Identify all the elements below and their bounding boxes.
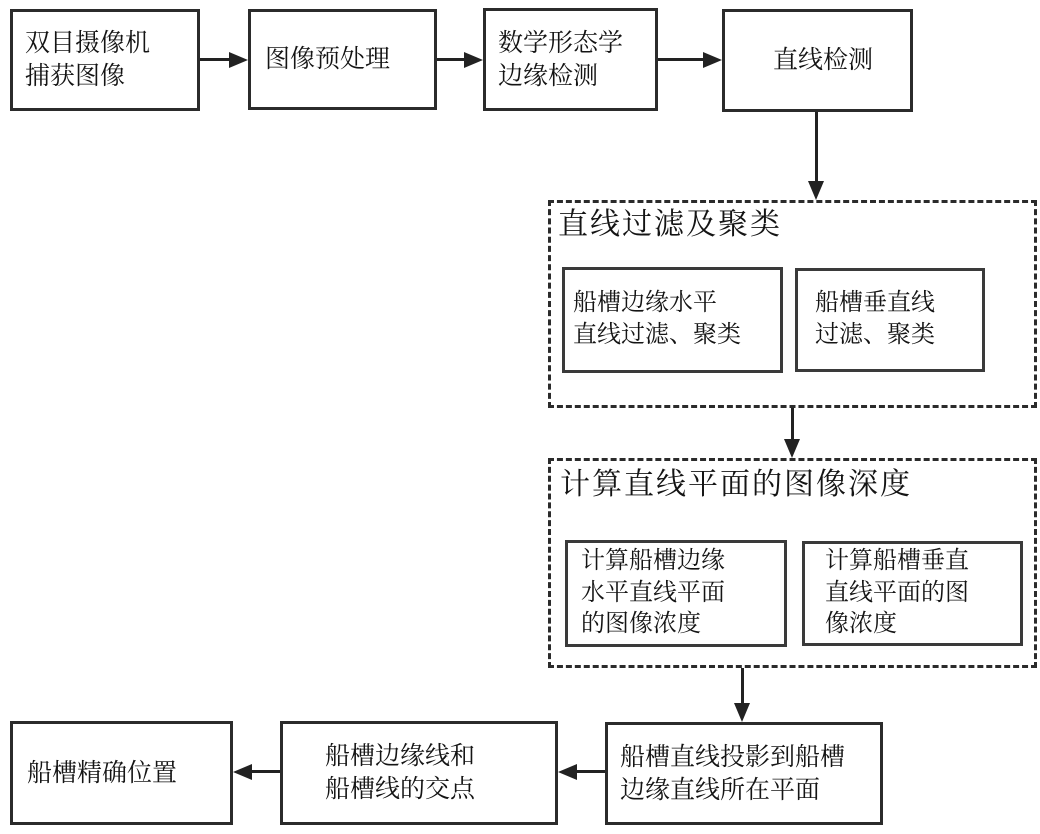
group-depth-compute-title: 计算直线平面的图像深度 bbox=[560, 468, 912, 501]
node-capture-line2: 捕获图像 bbox=[25, 63, 126, 90]
node-depth-horizontal bbox=[565, 540, 787, 647]
group-line-filter-cluster-title: 直线过滤及聚类 bbox=[558, 208, 782, 241]
arrow-project-intersect-head-icon bbox=[558, 764, 577, 780]
node-cluster-vertical bbox=[795, 268, 985, 372]
arrow-capture-preprocess-line bbox=[200, 58, 230, 61]
node-capture bbox=[10, 9, 200, 111]
node-line-detect bbox=[722, 9, 913, 112]
node-cluster-vertical-line1: 船槽垂直线 bbox=[815, 290, 935, 317]
node-morphology-line2: 边缘检测 bbox=[498, 62, 599, 90]
arrow-preprocess-morphology-head-icon bbox=[464, 52, 483, 68]
arrow-cluster-depth-head-icon bbox=[784, 439, 800, 458]
node-project-line2: 边缘直线所在平面 bbox=[620, 776, 821, 804]
node-depth-vertical bbox=[802, 541, 1023, 646]
arrow-intersect-position-head-icon bbox=[233, 764, 252, 780]
node-project-line1: 船槽直线投影到船槽 bbox=[620, 743, 846, 771]
arrow-preprocess-morphology-line bbox=[437, 58, 465, 61]
node-cluster-horizontal bbox=[562, 267, 783, 373]
arrow-linedetect-cluster-head-icon bbox=[808, 181, 824, 200]
node-depth-horizontal-line3: 的图像浓度 bbox=[581, 611, 701, 638]
node-preprocess-line1: 图像预处理 bbox=[265, 46, 391, 73]
node-capture-line1: 双目摄像机 bbox=[25, 30, 151, 57]
arrow-morphology-linedetect-head-icon bbox=[703, 52, 722, 68]
arrow-capture-preprocess-head-icon bbox=[229, 52, 248, 68]
node-intersect bbox=[280, 721, 558, 825]
node-line-detect-line1: 直线检测 bbox=[773, 47, 874, 74]
arrow-depth-project-line bbox=[741, 668, 744, 704]
node-cluster-horizontal-line2: 直线过滤、聚类 bbox=[573, 322, 741, 348]
node-depth-vertical-line2: 直线平面的图 bbox=[825, 579, 969, 606]
node-intersect-line1: 船槽边缘线和 bbox=[325, 743, 476, 770]
arrow-cluster-depth-line bbox=[791, 408, 794, 440]
node-position bbox=[10, 721, 233, 825]
node-depth-horizontal-line1: 计算船槽边缘 bbox=[581, 547, 725, 574]
node-project bbox=[605, 722, 883, 825]
node-preprocess bbox=[248, 9, 437, 110]
arrow-intersect-position-line bbox=[251, 770, 280, 773]
arrow-project-intersect-line bbox=[576, 770, 605, 773]
node-morphology-line1: 数学形态学 bbox=[498, 29, 624, 57]
arrow-depth-project-head-icon bbox=[734, 703, 750, 722]
arrow-linedetect-cluster-line bbox=[815, 112, 818, 182]
node-intersect-line2: 船槽线的交点 bbox=[325, 776, 476, 803]
node-depth-horizontal-line2: 水平直线平面 bbox=[581, 579, 725, 606]
node-depth-vertical-line3: 像浓度 bbox=[825, 611, 897, 638]
node-position-line1: 船槽精确位置 bbox=[27, 759, 178, 787]
node-morphology bbox=[483, 8, 658, 111]
node-cluster-vertical-line2: 过滤、聚类 bbox=[815, 322, 935, 348]
node-depth-vertical-line1: 计算船槽垂直 bbox=[825, 547, 969, 574]
node-cluster-horizontal-line1: 船槽边缘水平 bbox=[573, 290, 717, 317]
arrow-morphology-linedetect-line bbox=[658, 58, 704, 61]
